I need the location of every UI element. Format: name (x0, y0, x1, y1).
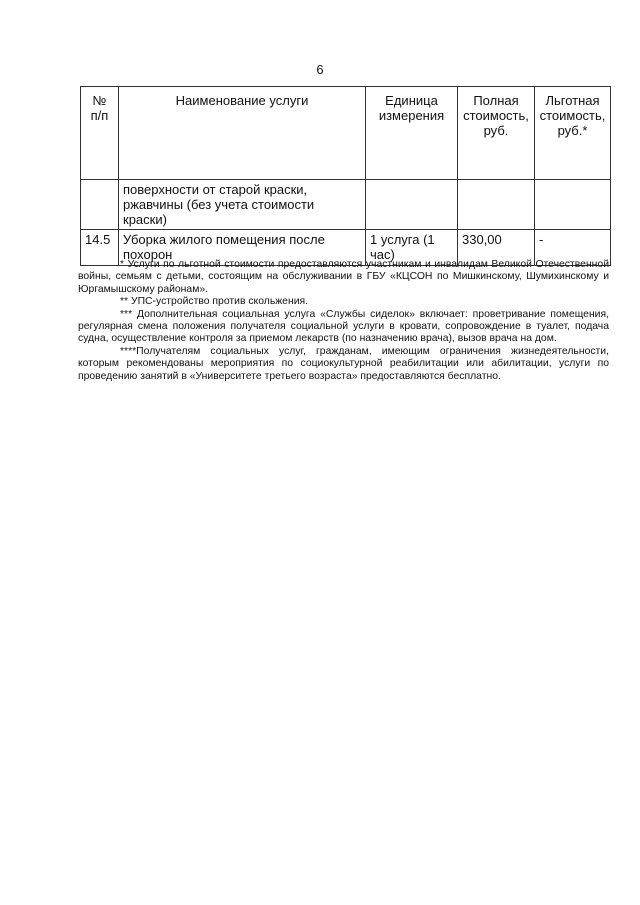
services-price-table (80, 86, 611, 266)
footnote-ups: ** УПС-устройство против скольжения. (120, 296, 309, 308)
cell-unit (366, 180, 458, 230)
header-unit: Единица измерения (366, 87, 458, 180)
header-full-price: Полная стоимость, руб. (458, 87, 535, 180)
footnote-caregivers: *** Дополнительная социальная услуга «Службы сиделок» включает: проветривание помещения, регулярная смена положения получателя социальной услуги в кровати, сопровождение в туалет, подача судна, осуществление контроля за приемом лекарств (по назначению врача), вызов врача на дом. (78, 308, 609, 345)
header-num: № п/п (81, 87, 119, 180)
cell-discount-price (535, 180, 611, 230)
cell-service-name: Уборка жилого помещения после похорон (119, 230, 366, 266)
table-header-row (81, 87, 611, 180)
cell-full-price: 330,00 (458, 230, 535, 266)
header-service-name: Наименование услуги (119, 87, 366, 180)
header-discount-price: Льготная стоимость, руб.* (535, 87, 611, 180)
cell-full-price (458, 180, 535, 230)
footnote-discount: * Услуги по льготной стоимости предоставляются участникам и инвалидам Великой Отечественной войны, семьям с детьми, состоящим на обслуживании в ГБУ «КЦСОН по Мишкинскому, Шумихинскому и Юргамышскому районам». (78, 259, 609, 295)
cell-service-name: поверхности от старой краски, ржавчины (без учета стоимости краски) (119, 180, 366, 230)
page-number: 6 (316, 62, 324, 77)
cell-discount-price: - (535, 230, 611, 266)
cell-num (81, 180, 119, 230)
table-row (81, 180, 611, 230)
cell-unit: 1 услуга (1 час) (366, 230, 458, 266)
footnote-university: ****Получателям социальных услуг, гражданам, имеющим ограничения жизнедеятельности, которым рекомендованы мероприятия по социокультурной реабилитации или абилитации, услуги по проведению занятий в «Университете третьего возраста» предоставляются бесплатно. (78, 345, 609, 382)
footnotes (78, 259, 609, 383)
cell-num: 14.5 (81, 230, 119, 266)
